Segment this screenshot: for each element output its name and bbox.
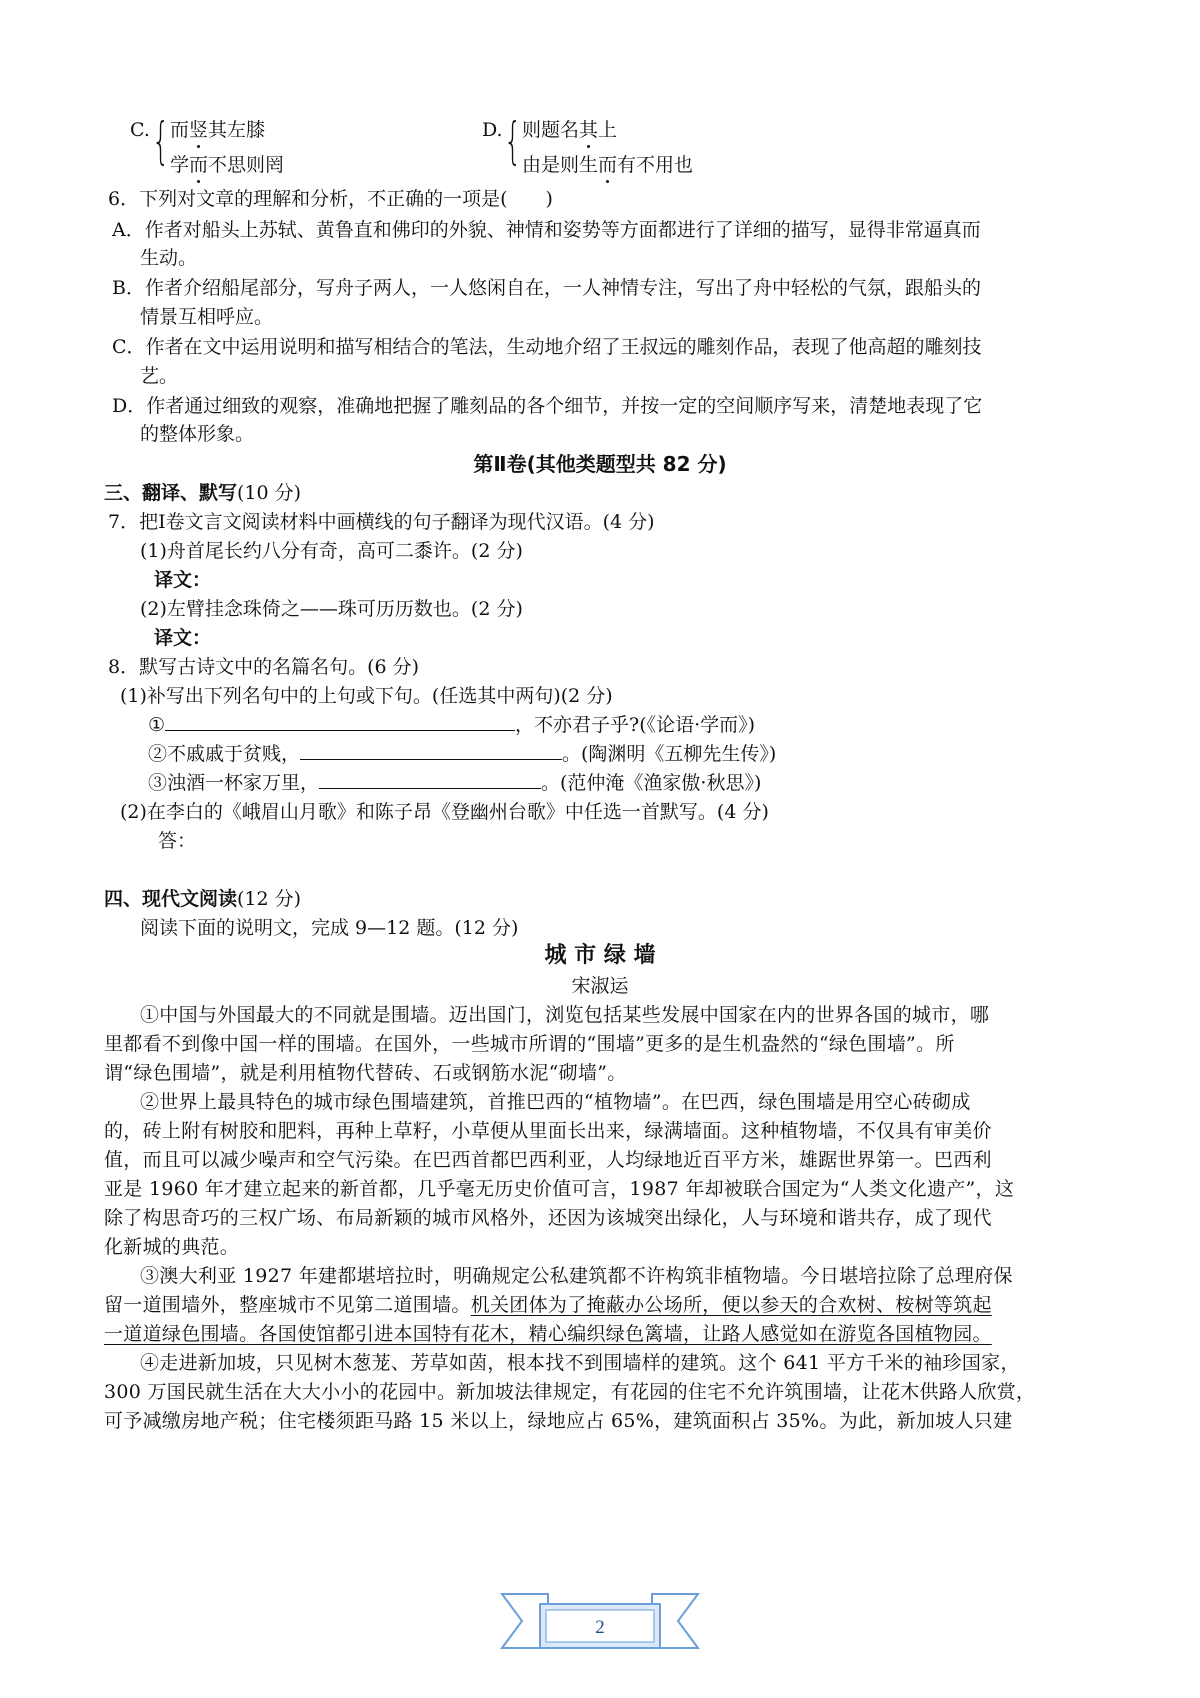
q8-stem: 8．默写古诗文中的名篇名句。(6 分) <box>108 656 420 678</box>
q7-translation-label-1: 译文： <box>154 569 212 591</box>
q6-option-a-line2: 生动。 <box>140 247 198 269</box>
option-d-line1: 则题名其上 <box>522 119 618 141</box>
q7-item-2: (2)左臂挂念珠倚之——珠可历历数也。(2 分) <box>140 598 523 620</box>
paragraph-4-line-3: 可予减缴房地产税；住宅楼须距马路 15 米以上，绿地应占 65%，建筑面积占 35%。为此，新加坡人只建 <box>104 1410 1013 1432</box>
option-c-line2: 学而不思则罔 <box>170 154 285 176</box>
q6-option-d-line1: D．作者通过细致的观察，准确地把握了雕刻品的各个细节，并按一定的空间顺序写来，清楚地表现了它 <box>112 395 983 417</box>
brace-d: { <box>504 112 522 170</box>
paragraph-2-line-5: 除了构思奇巧的三权广场、布局新颖的城市风格外，还因为该城突出绿化，人与环境和谐共存，成了现代 <box>104 1207 992 1229</box>
section4-heading: 四、现代文阅读(12 分) <box>104 888 302 910</box>
section3-heading: 三、翻译、默写(10 分) <box>104 482 302 504</box>
paragraph-2-line-2: 的，砖上附有树胶和肥料，再种上草籽，小草便从里面长出来，绿满墙面。这种植物墙，不仅具有审美价 <box>104 1120 992 1142</box>
paragraph-1-line-1: ①中国与外国最大的不同就是围墙。迈出国门，浏览包括某些发展中国家在内的世界各国的城市，哪 <box>140 1004 990 1026</box>
q7-item-1: (1)舟首尾长约八分有奇，高可二黍许。(2 分) <box>140 540 523 562</box>
paragraph-3-line-3: 一道道绿色围墙。各国使馆都引进本国特有花木，精心编织绿色篱墙，让路人感觉如在游览各国植物园。 <box>104 1323 992 1345</box>
q8-item-1: (1)补写出下列名句中的上句或下句。(任选其中两句)(2 分) <box>120 685 613 707</box>
paragraph-1-line-2: 里都看不到像中国一样的围墙。在国外，一些城市所谓的“围墙”更多的是生机盎然的“绿色围墙”。所 <box>104 1033 955 1055</box>
underlined-sentence-part-1: 机关团体为了掩蔽办公场所，便以参天的合欢树、桉树等筑起 <box>470 1294 992 1316</box>
page-number-ribbon <box>500 1588 700 1658</box>
q6-option-b-line1: B．作者介绍船尾部分，写舟子两人，一人悠闲自在，一人神情专注，写出了舟中轻松的气氛，跟船头的 <box>112 277 981 299</box>
option-d-label: D. <box>482 119 503 141</box>
answer-blank-3[interactable] <box>319 770 541 789</box>
q6-option-d-line2: 的整体形象。 <box>140 423 255 445</box>
fill-blank-2: ②不戚戚于贫贱， 。(陶渊明《五柳先生传》) <box>148 743 777 765</box>
option-c-line1: 而竖其左膝 <box>170 119 266 141</box>
article-author: 宋淑运 <box>571 975 629 997</box>
q6-stem: 6．下列对文章的理解和分析，不正确的一项是( ) <box>108 188 553 210</box>
q7-translation-label-2: 译文： <box>154 627 212 649</box>
q8-item-2: (2)在李白的《峨眉山月歌》和陈子昂《登幽州台歌》中任选一首默写。(4 分) <box>120 801 769 823</box>
answer-label: 答： <box>158 830 197 852</box>
q6-option-a-line1: A．作者对船头上苏轼、黄鲁直和佛印的外貌、神情和姿势等方面都进行了详细的描写，显得非常逼真而 <box>112 219 981 241</box>
paragraph-3-line-2: 留一道围墙外，整座城市不见第二道围墙。机关团体为了掩蔽办公场所，便以参天的合欢树、桉树等筑起 <box>104 1294 992 1316</box>
q7-stem: 7．把Ⅰ卷文言文阅读材料中画横线的句子翻译为现代汉语。(4 分) <box>108 511 655 533</box>
page-number: 2 <box>595 1617 605 1638</box>
q6-option-c-line1: C．作者在文中运用说明和描写相结合的笔法，生动地介绍了王叔远的雕刻作品，表现了他高超的雕刻技 <box>112 336 982 358</box>
article-title: 城 市 绿 墙 <box>544 943 656 968</box>
q6-option-c-line2: 艺。 <box>140 365 179 387</box>
fill-blank-1: ① ，不亦君子乎?(《论语·学而》) <box>148 714 756 736</box>
q6-option-b-line2: 情景互相呼应。 <box>140 306 274 328</box>
paragraph-4-line-2: 300 万国民就生活在大大小小的花园中。新加坡法律规定，有花园的住宅不允许筑围墙，让花木供路人欣赏， <box>104 1381 1036 1403</box>
paragraph-3-line-1: ③澳大利亚 1927 年建都堪培拉时，明确规定公私建筑都不许构筑非植物墙。今日堪培拉除了总理府保 <box>140 1265 1013 1287</box>
fill-blank-3: ③浊酒一杯家万里， 。(范仲淹《渔家傲·秋思》) <box>148 772 762 794</box>
paragraph-1-line-3: 谓“绿色围墙”，就是利用植物代替砖、石或钢筋水泥“砌墙”。 <box>104 1062 627 1084</box>
paragraph-2-line-1: ②世界上最具特色的城市绿色围墙建筑，首推巴西的“植物墙”。在巴西，绿色围墙是用空心砖砌成 <box>140 1091 971 1113</box>
paragraph-2-line-3: 值，而且可以减少噪声和空气污染。在巴西首都巴西利亚，人均绿地近百平方米，雄踞世界第一。巴西利 <box>104 1149 992 1171</box>
brace-c: { <box>152 112 170 170</box>
option-c-label: C. <box>130 119 150 141</box>
part2-title: 第Ⅱ卷(其他类题型共 82 分) <box>473 452 727 476</box>
section4-instruction: 阅读下面的说明文，完成 9—12 题。(12 分) <box>140 917 519 939</box>
answer-blank-2[interactable] <box>300 741 562 760</box>
paragraph-2-line-6: 化新城的典范。 <box>104 1236 240 1258</box>
paragraph-4-line-1: ④走进新加坡，只见树木葱茏、芳草如茵，根本找不到围墙样的建筑。这个 641 平方千米的袖珍国家， <box>140 1352 1020 1374</box>
option-d-line2: 由是则生而有不用也 <box>522 154 694 176</box>
paragraph-2-line-4: 亚是 1960 年才建立起来的新首都，几乎毫无历史价值可言，1987 年却被联合国定为“人类文化遗产”，这 <box>104 1178 1015 1200</box>
answer-blank-1[interactable] <box>165 712 515 731</box>
